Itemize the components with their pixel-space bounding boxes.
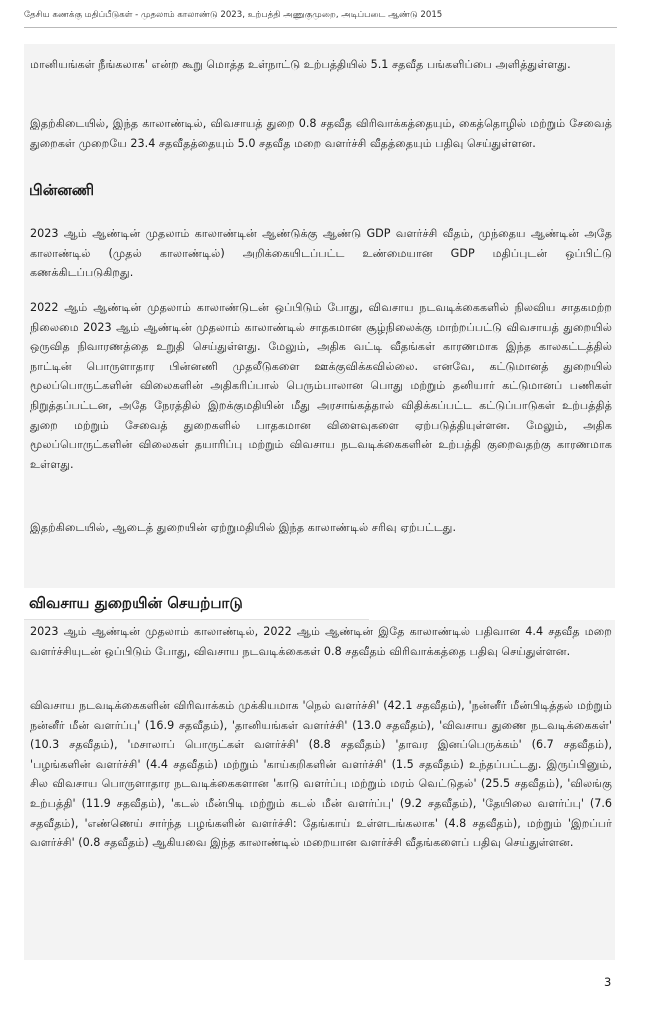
heading-agriculture: விவசாய துறையின் செயற்பாடு: [29, 595, 243, 612]
paragraph-agriculture-1: 2023 ஆம் ஆண்டின் முதலாம் காலாண்டில், 2022 ஆம் ஆண்டின் இதே காலாண்டில் பதிவான 4.4 சதவீத மறை வளர்ச்சியுடன் ஒப்பிடும் போது, விவசாய நடவடிக்கைகள் 0.8 சதவீதம் விரிவாக்கத்தை பதிவு செய்துள்ளன.: [30, 625, 612, 658]
paragraph-sector-growth: இதற்கிடையில், இந்த காலாண்டில், விவசாயத் துறை 0.8 சதவீத விரிவாக்கத்தையும், கைத்தொழில் மற்றும் சேவைத் துறைகள் முறையே 23.4 சதவீதத்தையும் 5.0 சதவீத மறை வளர்ச்சி வீதத்தையும் பதிவு செய்துள்ளன.: [30, 117, 612, 150]
header-divider: [24, 27, 617, 28]
paragraph-background-1: 2023 ஆம் ஆண்டின் முதலாம் காலாண்டின் ஆண்டுக்கு ஆண்டு GDP வளர்ச்சி வீதம், முந்தைய ஆண்டின் அதே காலாண்டில் (முதல் காலாண்டில்) அறிக்கையிடப்பட்ட உண்மையான GDP மதிப்புடன் ஒப்பிட்டு கணக்கிடப்படுகிறது.: [30, 227, 612, 280]
paragraph-background-2: 2022 ஆம் ஆண்டின் முதலாம் காலாண்டுடன் ஒப்பிடும் போது, விவசாய நடவடிக்கைகளில் நிலவிய சாதகமற்ற நிலைமை 2023 ஆம் ஆண்டின் முதலாம் காலாண்டில் சாதகமான சூழ்நிலைக்கு மாற்றப்பட்டு விவசாயத் துறையில் ஒருவித நிவாரணத்தை உறுதி செய்துள்ளது. மேலும், அதிக வட்டி வீதங்கள் காரணமாக இந்த காலகட்டத்தில் நாட்டின் பொருளாதார பின்னணி முதலீடுகளை ஊக்குவிக்கவில்லை. எனவே, கட்டுமானத் துறையில் மூலப்பொருட்களின் விலைகளின் அதிகரிப்பால் பெரும்பாலான பொது மற்றும் தனியார் கட்டுமானப் பணிகள் நிறுத்தப்பட்டன, அதே நேரத்தில் இறக்குமதியின் மீது அரசாங்கத்தால் விதிக்கப்பட்ட கட்டுப்பாடுகள் உற்பத்தித் துறை மற்றும் சேவைத் துறைகளில் பாதகமான விளைவுகளை ஏற்படுத்தியுள்ளன. மேலும், அதிக மூலப்பொருட்களின் விலைகள் தயாரிப்பு மற்றும் விவசாய நடவடிக்கைகளின் உற்பத்தி குறைவதற்கு காரணமாக உள்ளது.: [30, 301, 612, 471]
page-number: 3: [604, 975, 612, 989]
paragraph-background-3: இதற்கிடையில், ஆடைத் துறையின் ஏற்றுமதியில் இந்த காலாண்டில் சரிவு ஏற்பட்டது.: [30, 521, 457, 534]
paragraph-intro-continued: மானியங்கள் நீங்கலாக' என்ற கூறு மொத்த உள்நாட்டு உற்பத்தியில் 5.1 சதவீத பங்களிப்பை அளித்துள்ளது.: [30, 58, 571, 71]
heading-background: பின்னணி: [29, 182, 95, 199]
paragraph-agriculture-2: விவசாய நடவடிக்கைகளின் விரிவாக்கம் முக்கியமாக 'நெல் வளர்ச்சி' (42.1 சதவீதம்), 'நன்னீர் மீன்பிடித்தல் மற்றும் நன்னீர் மீன் வளர்ப்பு' (16.9 சதவீதம்), 'தானியங்கள் வளர்ச்சி' (13.0 சதவீதம்), 'விவசாய துணை நடவடிக்கைகள்' (10.3 சதவீதம்), 'மசாலாப் பொருட்கள் வளர்ச்சி' (8.8 சதவீதம்) 'தாவர இனப்பெருக்கம்' (6.7 சதவீதம்), 'பழங்களின் வளர்ச்சி' (4.4 சதவீதம்) மற்றும் 'காய்கறிகளின் வளர்ச்சி' (1.5 சதவீதம்) உந்தப்பட்டது. இருப்பினும், சில விவசாய பொருளாதார நடவடிக்கைகளான 'காடு வளர்ப்பு மற்றும் மரம் வெட்டுதல்' (25.5 சதவீதம்), 'விலங்கு உற்பத்தி' (11.9 சதவீதம்), 'கடல் மீன்பிடி மற்றும் கடல் மீன் வளர்ப்பு' (9.2 சதவீதம்), 'தேயிலை வளர்ப்பு' (7.6 சதவீதம்), 'எண்ணெய் சார்ந்த பழங்களின் வளர்ச்சி: தேங்காய் உள்ளடங்கலாக' (4.8 சதவீதம்), மற்றும் 'இறப்பர் வளர்ச்சி' (0.8 சதவீதம்) ஆகியவை இந்த காலாண்டில் மறையான வளர்ச்சி வீதங்களைப் பதிவு செய்துள்ளன.: [30, 699, 612, 850]
running-header: தேசிய கணக்கு மதிப்பீடுகள் - முதலாம் காலாண்டு 2023, உற்பத்தி அணுகுமுறை, அடிப்படை ஆண்டு 2015: [24, 10, 443, 20]
